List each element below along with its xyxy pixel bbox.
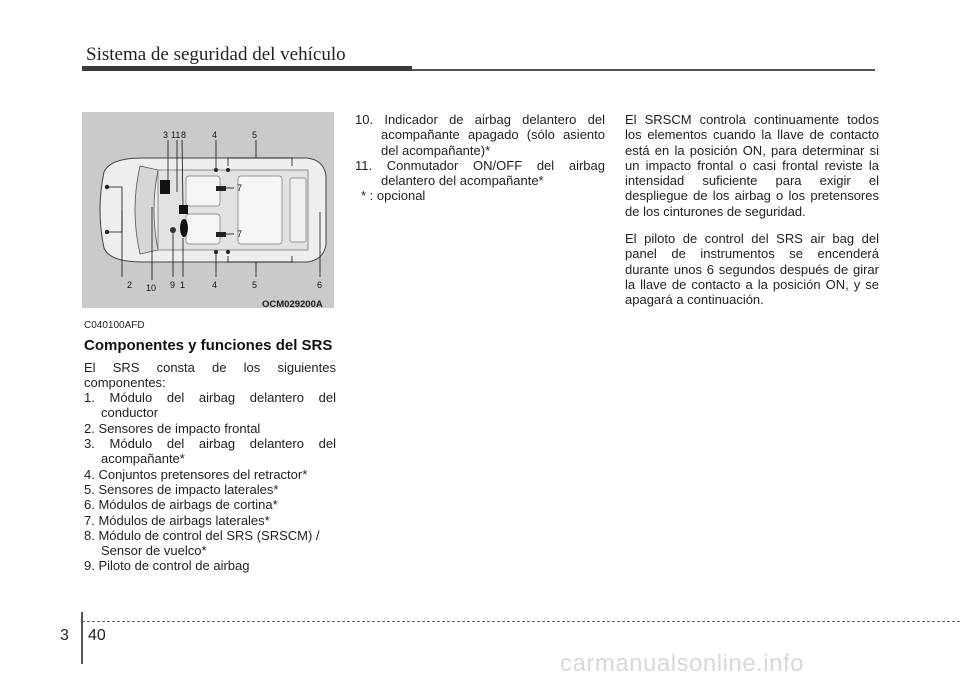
list-item: 2. Sensores de impacto frontal: [84, 420, 261, 436]
column-middle: [355, 112, 605, 204]
callout-11: 11: [171, 130, 181, 140]
page-number: 40: [88, 627, 106, 644]
callout-1: 1: [180, 280, 186, 290]
paragraph: El piloto de control del SRS air bag del panel de instrumentos se encenderá durante unos 6 segundos después de girar la llave de contacto a la posición ON, y se apagará a continuación.: [625, 231, 879, 308]
footer-dashed-rule: [82, 621, 960, 622]
intro-text: El SRS consta de los siguientes componentes:: [84, 359, 336, 390]
list-item: 1. Módulo del airbag delantero del conductor: [84, 390, 336, 421]
column-right: [625, 112, 879, 320]
section-code: C040100AFD: [84, 320, 145, 331]
callout-7-top: 7: [237, 183, 243, 193]
header-rule: [412, 69, 875, 71]
list-item: 8. Módulo de control del SRS (SRSCM) / Sensor de vuelco*: [84, 527, 320, 559]
list-item: 7. Módulos de airbags laterales*: [84, 512, 270, 528]
callout-2: 2: [127, 280, 133, 290]
header-bar: [82, 66, 412, 71]
footnote: * : opcional: [361, 188, 426, 204]
section-heading: Componentes y funciones del SRS: [84, 337, 333, 355]
callout-5-bottom: 5: [252, 280, 258, 290]
list-item: 5. Sensores de impacto laterales*: [84, 481, 279, 497]
callout-8: 8: [181, 130, 187, 140]
car-topview-illustration: [82, 112, 334, 308]
column-left: [84, 318, 336, 574]
list-item: 10. Indicador de airbag delantero del acompañante apagado (sólo asiento del acompañante)*: [355, 112, 605, 158]
callout-10: 10: [146, 283, 157, 293]
list-item: 4. Conjuntos pretensores del retractor*: [84, 466, 308, 482]
page-header-title: Sistema de seguridad del vehículo: [86, 44, 346, 65]
list-item: 11. Conmutador ON/OFF del airbag delantero del acompañante*: [355, 157, 605, 189]
srs-diagram: [82, 112, 334, 308]
callout-3: 3: [163, 130, 169, 140]
list-item: 9. Piloto de control de airbag: [84, 558, 250, 574]
chapter-number: 3: [60, 627, 69, 644]
callout-5-top: 5: [252, 130, 258, 140]
watermark: carmanualsonline.info: [560, 650, 804, 677]
figure-code: OCM029200A: [262, 299, 323, 310]
footer-vertical-rule: [81, 612, 83, 664]
list-item: 3. Módulo del airbag delantero del acompañante*: [84, 436, 336, 467]
callout-4-top: 4: [212, 130, 218, 140]
callout-6: 6: [317, 280, 323, 290]
callout-7-bottom: 7: [237, 229, 243, 239]
callout-9: 9: [170, 280, 176, 290]
paragraph: El SRSCM controla continuamente todos los elementos cuando la llave de contacto está en la posición ON, para determinar si un impacto frontal o casi frontal reviste la intensidad suficiente para exigir el despliegue de los airbag o los pretensores de los cinturones de seguridad.: [625, 112, 879, 219]
callout-4-bottom: 4: [212, 280, 218, 290]
list-item: 6. Módulos de airbags de cortina*: [84, 497, 278, 513]
